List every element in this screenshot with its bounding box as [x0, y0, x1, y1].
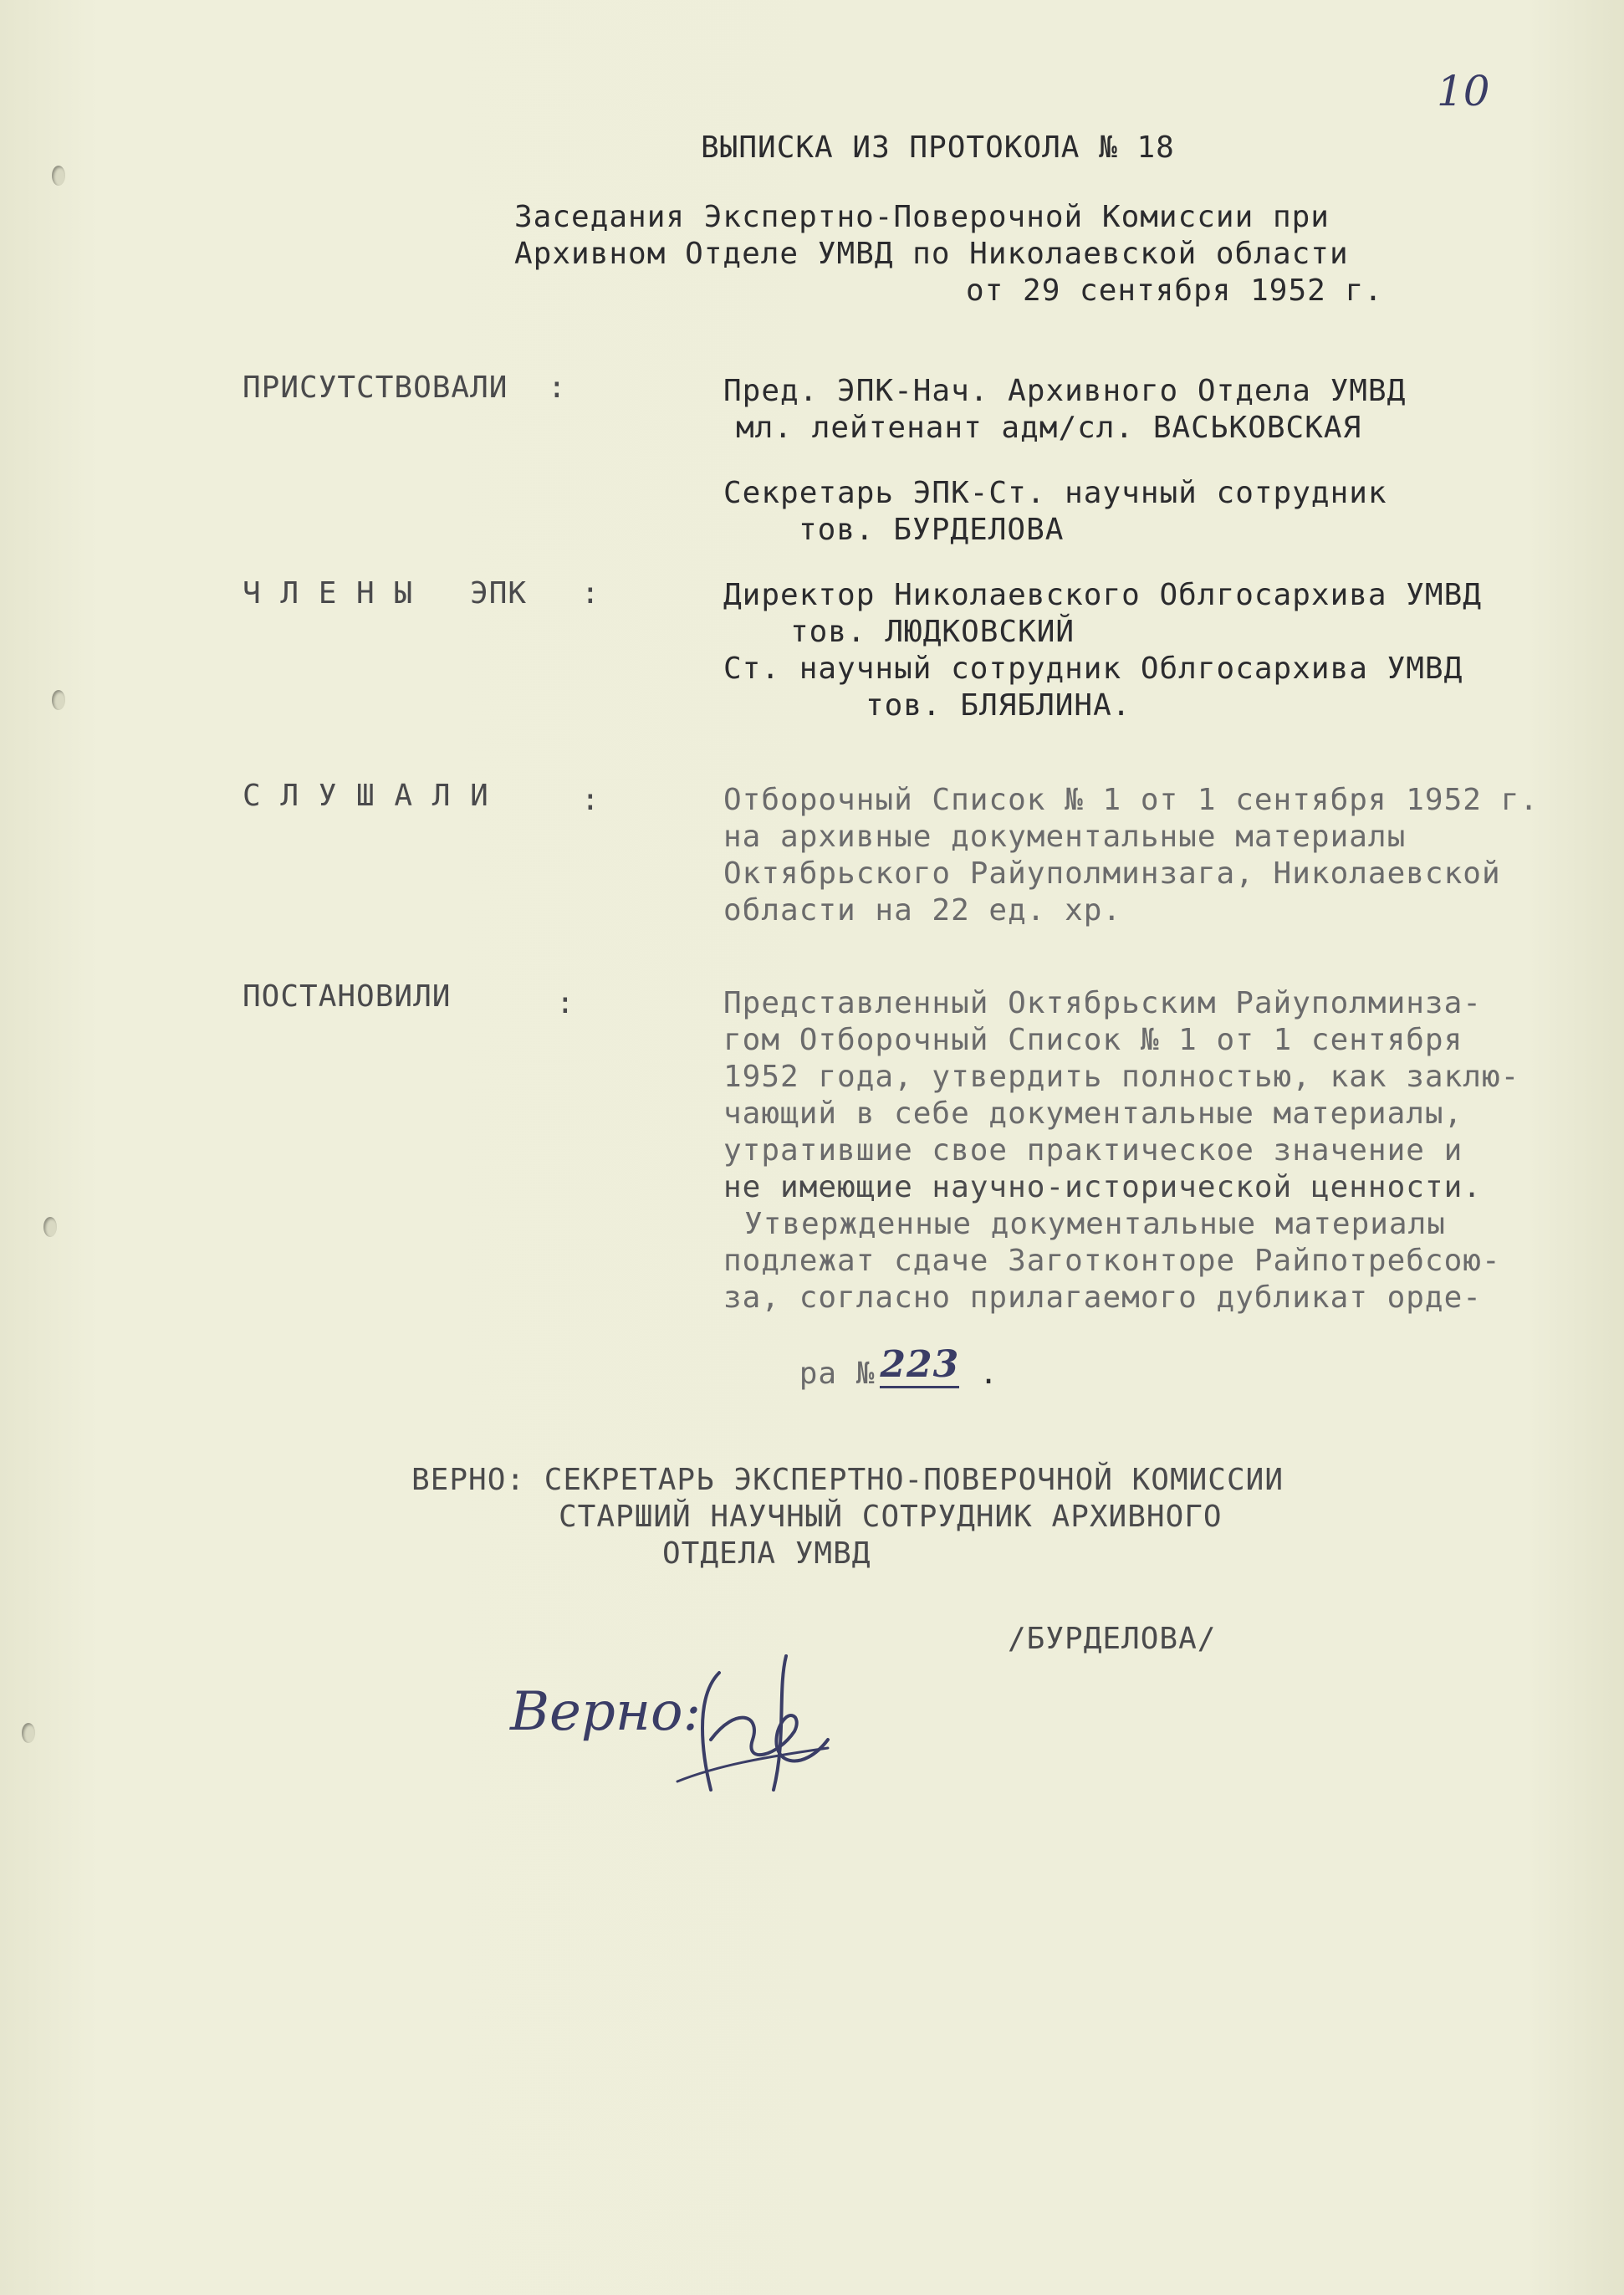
- signature: [661, 1639, 845, 1807]
- order-suffix: .: [979, 1357, 998, 1391]
- resolved-line: утратившие свое практическое значение и: [723, 1133, 1463, 1168]
- document-title: ВЫПИСКА ИЗ ПРОТОКОЛА № 18: [701, 130, 1175, 165]
- heard-line: на архивные документальные материалы: [723, 820, 1407, 854]
- resolved-label: ПОСТАНОВИЛИ: [243, 979, 452, 1014]
- present-line: Пред. ЭПК-Нач. Архивного Отдела УМВД: [723, 374, 1407, 408]
- punch-hole: [43, 1217, 57, 1237]
- order-prefix: ра №: [799, 1357, 876, 1391]
- members-label: Ч Л Е Н Ы ЭПК: [243, 576, 528, 611]
- present-line: Секретарь ЭПК-Ст. научный сотрудник: [723, 476, 1387, 510]
- handwritten-note: Верно:: [510, 1681, 702, 1743]
- header-line: Заседания Экспертно-Поверочной Комиссии при: [514, 200, 1330, 234]
- heard-label: С Л У Ш А Л И: [243, 779, 489, 813]
- resolved-line: подлежат сдаче Заготконторе Райпотребсою-: [723, 1244, 1501, 1278]
- member-line: тов. ЛЮДКОВСКИЙ: [790, 615, 1075, 649]
- present-line: мл. лейтенант адм/сл. ВАСЬКОВСКАЯ: [736, 411, 1362, 445]
- heard-line: области на 22 ед. хр.: [723, 893, 1122, 928]
- member-line: Ст. научный сотрудник Облгосархива УМВД: [723, 652, 1463, 686]
- section-colon: :: [556, 986, 575, 1020]
- punch-hole: [52, 166, 65, 186]
- header-date: от 29 сентября 1952 г.: [966, 273, 1383, 308]
- certification-name: /БУРДЕЛОВА/: [1008, 1622, 1217, 1656]
- resolved-line: [723, 1316, 998, 1429]
- heard-line: Отборочный Список № 1 от 1 сентября 1952 г.: [723, 783, 1539, 817]
- punch-hole: [22, 1723, 35, 1743]
- present-line: тов. БУРДЕЛОВА: [799, 513, 1065, 547]
- certification-line: ОТДЕЛА УМВД: [662, 1536, 871, 1571]
- section-colon: :: [581, 576, 600, 611]
- certification-line: СТАРШИЙ НАУЧНЫЙ СОТРУДНИК АРХИВНОГО: [559, 1500, 1223, 1534]
- order-number: 223: [880, 1343, 959, 1388]
- present-label: ПРИСУТСТВОВАЛИ: [243, 371, 508, 405]
- resolved-line: Представленный Октябрьским Райуполминза-: [723, 986, 1482, 1020]
- section-colon: :: [548, 371, 567, 405]
- header-line: Архивном Отделе УМВД по Николаевской области: [514, 237, 1349, 271]
- member-line: тов. БЛЯБЛИНА.: [866, 688, 1131, 723]
- punch-hole: [52, 690, 65, 710]
- page-number: 10: [1437, 67, 1490, 115]
- resolved-line: Утвержденные документальные материалы: [744, 1207, 1446, 1241]
- section-colon: :: [581, 783, 600, 817]
- resolved-line: гом Отборочный Список № 1 от 1 сентября: [723, 1023, 1463, 1057]
- resolved-line: не имеющие научно-исторической ценности.: [723, 1170, 1482, 1204]
- resolved-line: чающий в себе документальные материалы,: [723, 1096, 1463, 1131]
- heard-line: Октябрьского Райуполминзага, Николаевской: [723, 856, 1501, 891]
- resolved-line: 1952 года, утвердить полностью, как заклю-: [723, 1060, 1520, 1094]
- member-line: Директор Николаевского Облгосархива УМВД: [723, 578, 1482, 612]
- resolved-line: за, согласно прилагаемого дубликат орде-: [723, 1280, 1482, 1315]
- certification-line: ВЕРНО: СЕКРЕТАРЬ ЭКСПЕРТНО-ПОВЕРОЧНОЙ КОМИССИИ: [411, 1463, 1284, 1497]
